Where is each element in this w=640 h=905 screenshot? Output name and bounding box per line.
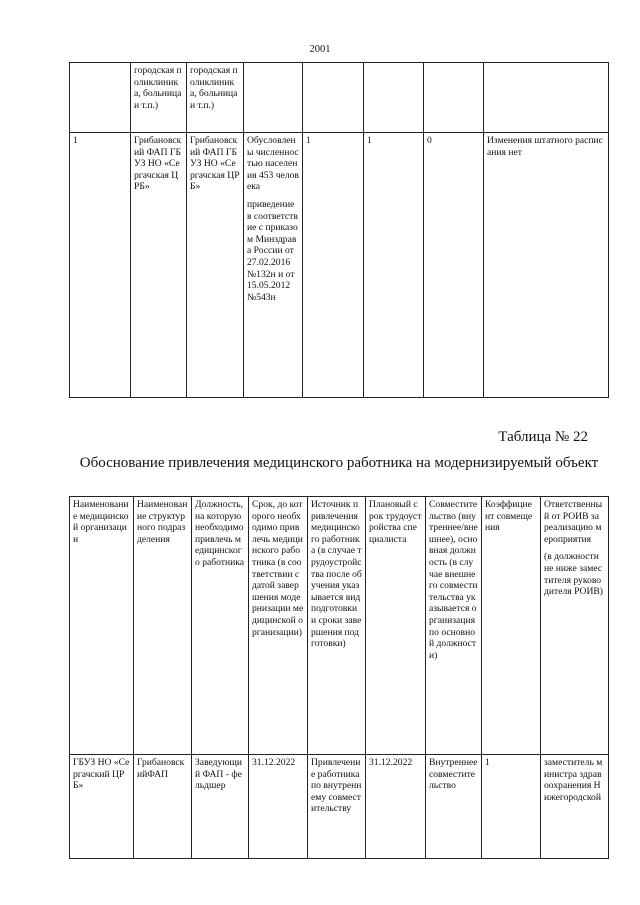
header-subtext: (в должности не ниже заместителя руководителя РОИВ) (544, 551, 603, 598)
column-header: Совместительство (внутреннее/внешнее), основная должность (в случае внешнего совместительства указывается организация по основной должности) (426, 497, 482, 755)
table-header-row (70, 497, 609, 755)
table-cell (364, 63, 424, 133)
table-cell: ГрибановскийФАП (134, 755, 192, 859)
table-cell: Грибановский ФАП ГБУЗ НО «Сергачская ЦРБ» (187, 133, 244, 398)
page-number: 2001 (309, 44, 331, 55)
column-header: Коэффициент совмещения (482, 497, 541, 755)
table-cell: Привлечение работника по внутреннему совместительству (308, 755, 366, 859)
column-header: Плановый срок трудоустройства специалиста (366, 497, 426, 755)
table-cell: Внутреннее совместительство (426, 755, 482, 859)
column-header: Наименование структурного подразделения (134, 497, 192, 755)
compliance-text: приведение в соответствие с приказом Минздрава России от 27.02.2016 №132н и от 15.05.2012 №543н (247, 198, 298, 303)
column-header: Наименование медицинской организации (70, 497, 134, 755)
justification-text: Обусловлены численностью населения 453 человека (247, 135, 299, 193)
table-cell: 1 (364, 133, 424, 398)
table-cell: 31.12.2022 (366, 755, 426, 859)
table-cell: городская поликлиника, больница и т.п.) (187, 63, 244, 133)
table-row (70, 755, 609, 859)
table-cell (424, 63, 484, 133)
table-cell: 0 (424, 133, 484, 398)
column-header: Должность, на которую необходимо привлечь медицинского работника (192, 497, 249, 755)
table-cell: Изменения штатного расписания нет (484, 133, 609, 398)
header-text: Ответственный от РОИВ за реализацию мероприятия (544, 499, 603, 545)
table-cell: 1 (70, 133, 131, 398)
column-header: Срок, до которого необходимо привлечь медицинского работника (в соответствии с датой завершения модернизации медицинской организации) (249, 497, 308, 755)
table-cell (70, 63, 131, 133)
table-cell: 1 (303, 133, 364, 398)
table-label: Таблица № 22 (498, 429, 588, 445)
table-cell (484, 63, 609, 133)
table-cell: Грибановский ФАП ГБУЗ НО «Сергачская ЦРБ» (131, 133, 187, 398)
table-cell: ГБУЗ НО «Сергачский ЦРБ» (70, 755, 134, 859)
table-cell: заместитель министра здравоохранения Нижегородской (541, 755, 609, 859)
table-cell (244, 63, 303, 133)
table-cell: 1 (482, 755, 541, 859)
column-header: Источник привлечения медицинского работника (в случае трудоустройства после обучения указывается вид подготовки и сроки завершения подготовки) (308, 497, 366, 755)
table-row (70, 133, 609, 398)
table-cell (303, 63, 364, 133)
recruitment-table (69, 496, 609, 859)
table-cell (244, 133, 303, 398)
column-header (541, 497, 609, 755)
section-heading: Обоснование привлечения медицинского работника на модернизируемый объект (79, 455, 599, 471)
staffing-table (69, 62, 609, 398)
table-row (70, 63, 609, 133)
table-cell: Заведующий ФАП - фельдшер (192, 755, 249, 859)
table-cell: городская поликлиника, больница и т.п.) (131, 63, 187, 133)
table-cell: 31.12.2022 (249, 755, 308, 859)
